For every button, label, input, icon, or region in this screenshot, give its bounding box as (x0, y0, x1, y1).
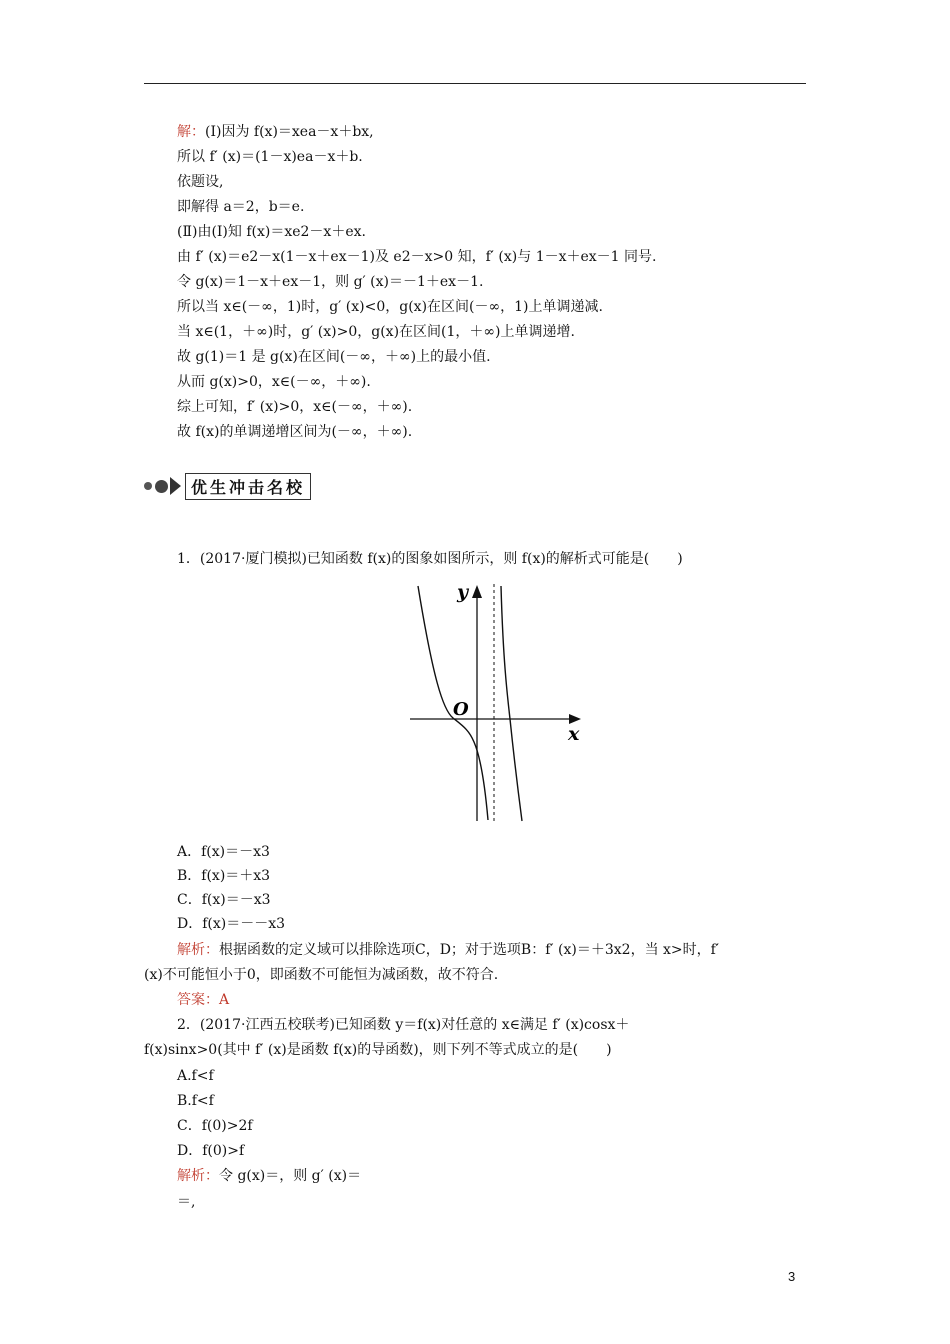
q2-stem-line-2: f(x)sinx>0(其中 f′ (x)是函数 f(x)的导函数)，则下列不等式成立的是( ) (144, 1042, 612, 1058)
q2-analysis-line-1: 令 g(x)＝，则 g′ (x)＝ (219, 1168, 362, 1184)
bullet-dot-icon (144, 482, 152, 490)
solution-line-4: (Ⅱ)由(Ⅰ)知 f(x)＝xe2－x＋ex. (177, 224, 366, 240)
q1-analysis-line-1: 根据函数的定义域可以排除选项C，D；对于选项B：f′ (x)＝＋3x2，当 x>时，f′ (219, 942, 719, 958)
solution-line-3: 即解得 a＝2，b＝e. (177, 199, 305, 215)
solution-line-7: 所以当 x∈(－∞，1)时，g′ (x)<0，g(x)在区间(－∞，1)上单调递减. (177, 299, 603, 315)
solution-line-2: 依题设, (177, 174, 224, 190)
solution-line-0: (Ⅰ)因为 f(x)＝xea－x＋bx, (205, 124, 374, 140)
section-title: 优生冲击名校 (185, 473, 311, 500)
q1-option-a: A．f(x)＝－x3 (177, 844, 270, 860)
q2-option-a: A.f<f (177, 1068, 214, 1084)
section-header (144, 472, 311, 500)
page-number: 3 (788, 1269, 796, 1284)
solution-line-1: 所以 f′ (x)＝(1－x)ea－x＋b. (177, 149, 363, 165)
solution-line-12: 故 f(x)的单调递增区间为(－∞，＋∞). (177, 424, 413, 440)
header-rule (144, 83, 806, 84)
q1-answer: 答案：A (177, 992, 230, 1008)
q2-option-b: B.f<f (177, 1093, 214, 1109)
solution-line-6: 令 g(x)＝1－x＋ex－1，则 g′ (x)＝－1＋ex－1. (177, 274, 484, 290)
q2-stem-line-1: 2．(2017·江西五校联考)已知函数 y＝f(x)对任意的 x∈满足 f′ (x)cosx＋ (177, 1017, 630, 1033)
bullet-circle-icon (155, 480, 168, 493)
q1-analysis-label: 解析： (177, 942, 219, 958)
solution-line-5: 由 f′ (x)＝e2－x(1－x＋ex－1)及 e2－x>0 知，f′ (x)与 1－x＋ex－1 同号. (177, 249, 657, 265)
solution-line-11: 综上可知，f′ (x)>0，x∈(－∞，＋∞). (177, 399, 413, 415)
solution-line-9: 故 g(1)＝1 是 g(x)在区间(－∞，＋∞)上的最小值. (177, 349, 491, 365)
q1-option-b: B．f(x)＝＋x3 (177, 868, 271, 884)
triangle-arrow-icon (170, 477, 181, 495)
q2-option-c: C．f(0)>2f (177, 1118, 253, 1134)
q1-stem: 1．(2017·厦门模拟)已知函数 f(x)的图象如图所示，则 f(x)的解析式可能是( ) (177, 551, 683, 567)
q2-option-d: D．f(0)>f (177, 1143, 245, 1159)
solution-label: 解： (177, 124, 205, 140)
y-axis-label: y (457, 581, 469, 603)
q1-option-c: C．f(x)＝－x3 (177, 892, 271, 908)
origin-label: O (453, 699, 469, 720)
x-axis-label: x (568, 723, 580, 745)
q1-function-graph (405, 578, 585, 824)
curve-right-branch (501, 586, 522, 821)
solution-line-8: 当 x∈(1，＋∞)时，g′ (x)>0，g(x)在区间(1，＋∞)上单调递增. (177, 324, 575, 340)
solution-line-10: 从而 g(x)>0，x∈(－∞，＋∞). (177, 374, 371, 390)
q1-analysis-line-2: (x)不可能恒小于0，即函数不可能恒为减函数，故不符合. (144, 967, 499, 983)
q2-analysis-line-2: ＝, (177, 1194, 196, 1210)
q2-analysis-label: 解析： (177, 1168, 219, 1184)
y-axis-arrow-icon (472, 585, 482, 598)
q1-option-d: D．f(x)＝－－x3 (177, 916, 286, 932)
